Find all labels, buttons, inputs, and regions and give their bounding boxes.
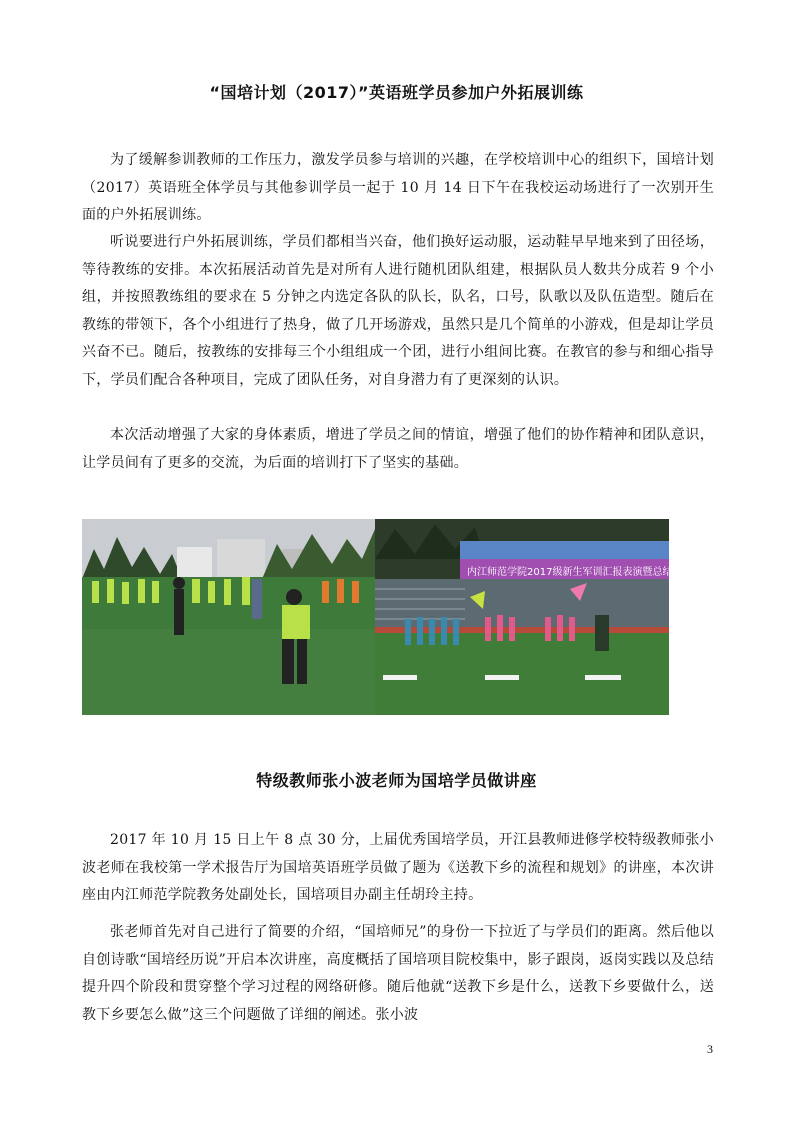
paragraph-2: 听说要进行户外拓展训练，学员们都相当兴奋，他们换好运动服，运动鞋早早地来到了田径场，等待教练的安排。本次拓展活动首先是对所有人进行随机团队组建，根据队员人数共分成若 9 个小组，并按照教练组的要求在 5 分钟之内选定各队的队长，队名，口号，队歌以及队伍造型。随后在教练的带领下，各个小组进行了热身，做了几开场游戏，虽然只是几个简单的小游戏，但是却让学员兴奋不已。随后，按教练的安排每三个小组组成一个团，进行小组间比赛。在教官的参与和细心指导下，学员们配合各种项目，完成了团队任务，对自身潜力有了更深刻的认识。 [82,234,714,388]
paragraph-5: 张老师首先对自己进行了简要的介绍，“国培师兄”的身份一下拉近了与学员们的距离。然后他以自创诗歌“国培经历说”开启本次讲座，高度概括了国培项目院校集中，影子跟岗，返岗实践以及总结提升四个阶段和贯穿整个学习过程的网络研修。随后他就“送教下乡是什么，送教下乡要做什么，送教下乡要怎么做”这三个问题做了详细的阐述。张小波 [82,924,714,1023]
paragraph-1: 为了缓解参训教师的工作压力，激发学员参与培训的兴趣，在学校培训中心的组织下，国培计划（2017）英语班全体学员与其他参训学员一起于 10 月 14 日下午在我校运动场进行了一次别开生面的户外拓展训练。 [82,152,714,223]
paragraph-3: 本次活动增强了大家的身体素质，增进了学员之间的情谊，增强了他们的协作精神和团队意识，让学员间有了更多的交流，为后面的培训打下了坚实的基础。 [82,427,714,471]
banner-text: 内江师范学院2017级新生军训汇报表演暨总结表彰 [467,567,693,578]
article-title-outdoor-training: “国培计划（2017）”英语班学员参加户外拓展训练 [209,83,584,102]
photo-outdoor-warmup [82,519,375,715]
page-number: 3 [707,1042,713,1056]
paragraph-4: 2017 年 10 月 15 日上午 8 点 30 分，上届优秀国培学员，开江县教师进修学校特级教师张小波老师在我校第一学术报告厅为国培英语班学员做了题为《送教下乡的流程和规划》的讲座，本次讲座由内江师范学院教务处副处长，国培项目办副主任胡玲主持。 [82,832,714,903]
photo-team-formation [375,519,693,715]
article-title-lecture: 特级教师张小波老师为国培学员做讲座 [256,771,537,790]
